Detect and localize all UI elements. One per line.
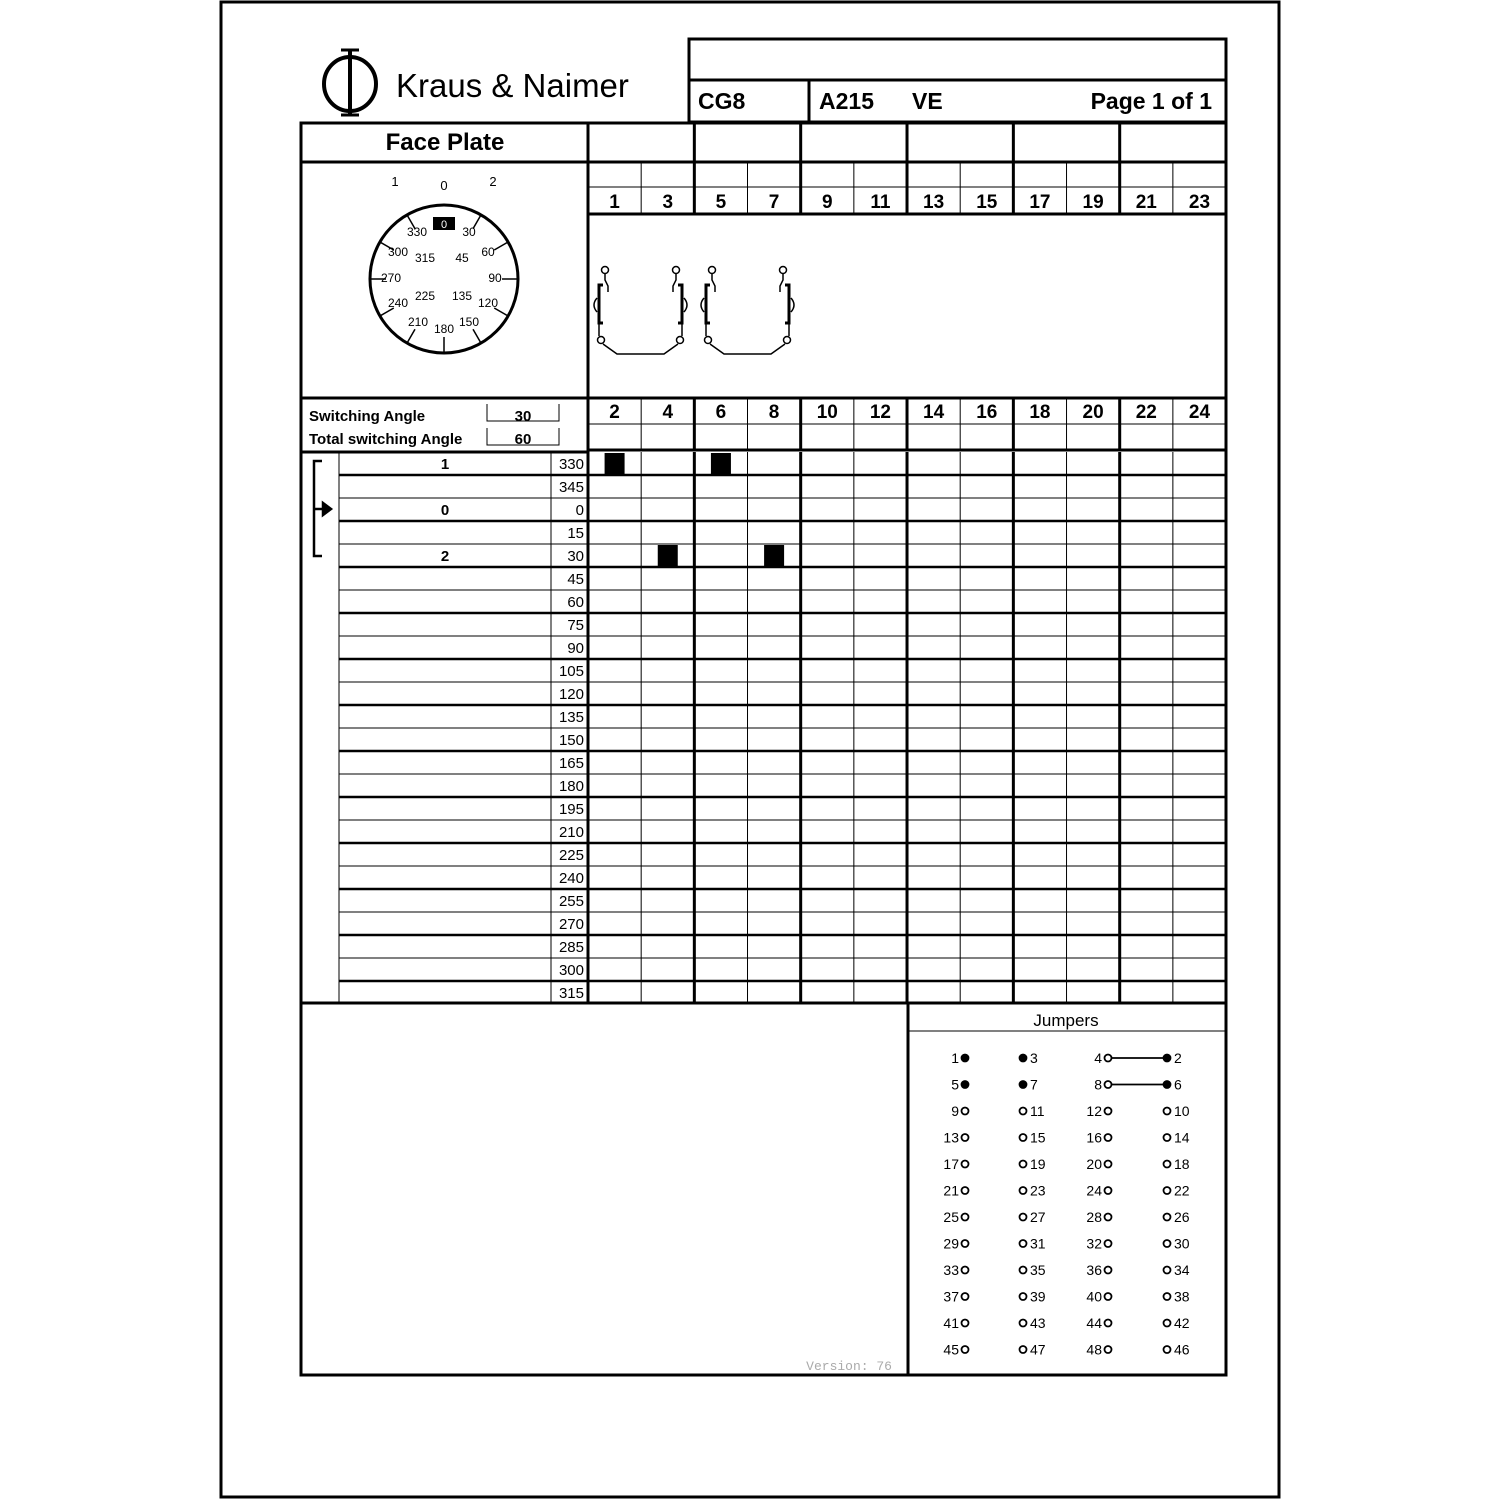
dial-angle-label-inner: 135 — [451, 289, 473, 303]
dial-tick — [407, 329, 415, 343]
jumper-terminal-label: 40 — [1086, 1288, 1102, 1305]
jumper-terminal-label: 46 — [1174, 1341, 1190, 1358]
jumper-terminal-label: 36 — [1086, 1262, 1102, 1278]
angle-label: 90 — [567, 640, 584, 657]
jumper-terminal-label: 9 — [951, 1103, 959, 1119]
terminal-top-label: 23 — [1188, 192, 1211, 213]
angle-label: 270 — [558, 916, 584, 933]
dial-angle-label: 270 — [380, 271, 402, 285]
position-label: 0 — [440, 502, 450, 519]
terminal-bottom-label: 10 — [816, 402, 838, 423]
angle-label: 0 — [575, 502, 584, 519]
jumper-terminal-label: 2 — [1174, 1050, 1182, 1066]
dial-position-label: 0 — [440, 178, 448, 193]
jumper-terminal-label: 6 — [1174, 1076, 1182, 1093]
dial-position-label: 1 — [391, 174, 399, 190]
jumper-terminal-label: 23 — [1030, 1182, 1046, 1199]
terminal-bottom-label: 2 — [609, 402, 620, 423]
angle-label: 225 — [558, 847, 584, 864]
jumpers-title: Jumpers — [1033, 1011, 1099, 1030]
terminal-bottom-label: 6 — [715, 402, 727, 423]
dial-angle-label: 90 — [488, 271, 502, 285]
jumper-row — [951, 1103, 1190, 1119]
jumper-row — [943, 1342, 1189, 1358]
program-code: A215 — [819, 88, 874, 114]
jumper-terminal-label: 26 — [1174, 1209, 1190, 1225]
jumper-terminal-label: 18 — [1174, 1156, 1190, 1172]
jumper-terminal-label: 11 — [1030, 1103, 1045, 1119]
terminal-top-label: 13 — [923, 192, 945, 213]
jumper-terminal-label: 22 — [1174, 1182, 1190, 1199]
jumpers-list — [943, 1050, 1189, 1358]
logo — [324, 50, 629, 115]
jumper-terminal-label: 4 — [1094, 1050, 1102, 1066]
terminal-bottom-label: 14 — [923, 402, 945, 423]
angle-label: 180 — [558, 778, 584, 795]
dial-tick — [494, 242, 508, 250]
terminal-top-label: 21 — [1135, 192, 1157, 213]
switching-angle-value: 30 — [514, 408, 532, 425]
dial-angle-label: 30 — [462, 225, 476, 239]
contact-schematic — [594, 267, 794, 355]
angle-label: 195 — [558, 801, 584, 818]
closed-contact-mark — [658, 545, 678, 566]
jumper-terminal-label: 35 — [1030, 1262, 1046, 1278]
jumper-terminal-label: 29 — [943, 1235, 959, 1252]
dial-angle-label: 180 — [433, 322, 455, 336]
jumper-terminal-label: 39 — [1030, 1288, 1046, 1305]
dial-angle-label-inner: 315 — [414, 251, 436, 265]
terminal-dot — [673, 267, 680, 274]
angle-label: 135 — [558, 709, 584, 726]
dial-zero-marker-label: 0 — [440, 219, 448, 231]
angle-label: 315 — [558, 985, 584, 1002]
jumper-terminal-label: 30 — [1174, 1235, 1190, 1252]
jumper-terminal-label: 5 — [951, 1076, 959, 1093]
angle-label: 30 — [567, 548, 584, 565]
jumper-terminal-label: 12 — [1086, 1103, 1102, 1119]
terminal-bottom-label: 22 — [1135, 402, 1157, 423]
dial-position-label: 2 — [489, 174, 497, 190]
terminal-dot — [784, 337, 791, 344]
angle-label: 300 — [558, 962, 584, 979]
terminal-top-label: 3 — [662, 192, 674, 213]
zero-position-arrow-icon — [323, 503, 331, 515]
angle-label: 15 — [567, 525, 584, 542]
jumper-terminal-label: 31 — [1030, 1235, 1046, 1252]
dial-angle-label: 240 — [387, 296, 409, 310]
page-indicator: Page 1 of 1 — [1090, 88, 1212, 114]
terminal-bottom-label: 16 — [976, 402, 998, 423]
terminal-top-label: 5 — [715, 192, 727, 213]
jumper-terminal-label: 34 — [1174, 1262, 1190, 1278]
jumper-terminal-label: 38 — [1174, 1288, 1190, 1305]
face-plate-dial — [370, 174, 518, 353]
terminal-grid — [588, 123, 1226, 450]
jumper-terminal-label: 1 — [951, 1050, 959, 1066]
switching-angle-label: Switching Angle — [309, 408, 426, 425]
terminal-dot — [709, 267, 716, 274]
jumper-terminal-label: 20 — [1086, 1156, 1102, 1172]
jumper-terminal-label: 27 — [1030, 1209, 1046, 1225]
jumper-terminal-label: 3 — [1030, 1050, 1038, 1066]
jumper-terminal-label: 48 — [1086, 1341, 1102, 1358]
jumper-terminal-label: 16 — [1086, 1129, 1102, 1146]
position-label: 2 — [440, 548, 450, 565]
jumper-row — [943, 1130, 1189, 1146]
dial-tick — [473, 329, 481, 343]
terminal-bottom-label: 24 — [1188, 402, 1211, 423]
jumper-terminal-label: 43 — [1030, 1315, 1046, 1331]
angle-label: 345 — [558, 479, 584, 496]
terminal-bottom-label: 4 — [662, 402, 674, 423]
contact-element — [594, 267, 687, 355]
dial-angle-label-inner: 45 — [455, 251, 469, 265]
terminal-dot — [598, 337, 605, 344]
jumper-terminal-label: 19 — [1030, 1156, 1046, 1172]
terminal-bottom-label: 18 — [1029, 402, 1051, 423]
dial-angle-label: 210 — [407, 315, 429, 329]
angle-label: 165 — [558, 755, 584, 772]
angle-label: 330 — [558, 456, 584, 473]
terminal-top-label: 19 — [1082, 192, 1104, 213]
face-plate-title: Face Plate — [385, 129, 505, 156]
angle-label: 75 — [567, 617, 584, 634]
terminal-bottom-label: 8 — [768, 402, 780, 423]
angle-label: 60 — [567, 594, 584, 611]
jumper-row — [951, 1077, 1182, 1093]
terminal-top-label: 17 — [1029, 192, 1051, 213]
contact-element — [701, 267, 794, 355]
terminal-dot — [705, 337, 712, 344]
total-angle-value: 60 — [514, 431, 532, 448]
jumper-terminal-label: 17 — [943, 1156, 959, 1172]
closed-contact-mark — [764, 545, 784, 566]
switching-program-table — [314, 452, 1226, 1003]
jumper-terminal-label: 33 — [943, 1262, 959, 1278]
terminal-dot — [780, 267, 787, 274]
jumper-terminal-label: 47 — [1030, 1341, 1046, 1358]
angle-label: 210 — [558, 824, 584, 841]
dial-angle-label: 300 — [387, 245, 409, 259]
total-angle-label: Total switching Angle — [309, 431, 463, 448]
jumper-terminal-label: 10 — [1174, 1103, 1190, 1119]
position-range-bracket — [314, 461, 331, 556]
angle-label: 240 — [558, 870, 584, 887]
terminal-top-label: 15 — [976, 192, 998, 213]
jumper-terminal-label: 15 — [1030, 1129, 1046, 1146]
jumper-terminal-label: 7 — [1030, 1076, 1038, 1093]
angle-label: 45 — [567, 571, 584, 588]
jumper-row — [943, 1236, 1189, 1252]
angle-label: 255 — [558, 893, 584, 910]
angle-label: 150 — [558, 732, 584, 749]
terminal-top-label: 9 — [821, 192, 833, 213]
closed-contact-mark — [711, 453, 731, 474]
angle-label: 105 — [558, 663, 584, 680]
jumper-terminal-label: 37 — [943, 1288, 959, 1305]
jumper-terminal-label: 13 — [943, 1129, 959, 1146]
brand-name: Kraus & Naimer — [396, 67, 629, 104]
jumper-row — [943, 1289, 1189, 1305]
terminal-top-label: 7 — [768, 192, 780, 213]
terminal-top-label: 11 — [870, 192, 891, 213]
jumper-terminal-label: 28 — [1086, 1209, 1102, 1225]
jumper-row — [943, 1262, 1189, 1278]
series-code: CG8 — [698, 88, 746, 114]
jumper-terminal-label: 41 — [943, 1315, 959, 1331]
terminal-dot — [677, 337, 684, 344]
terminal-bottom-label: 20 — [1082, 402, 1104, 423]
jumper-terminal-label: 21 — [943, 1182, 959, 1199]
jumper-terminal-label: 8 — [1094, 1076, 1102, 1093]
jumper-row — [951, 1050, 1182, 1066]
dial-angle-label: 150 — [458, 315, 480, 329]
variant-code: VE — [912, 88, 943, 114]
jumper-terminal-label: 14 — [1174, 1129, 1190, 1146]
position-label: 1 — [440, 456, 450, 473]
jumper-terminal-label: 42 — [1174, 1315, 1190, 1331]
jumper-row — [943, 1156, 1189, 1172]
terminal-dot — [602, 267, 609, 274]
jumper-row — [943, 1183, 1189, 1199]
terminal-bottom-label: 12 — [869, 402, 892, 423]
jumper-terminal-label: 32 — [1086, 1235, 1102, 1252]
jumper-row — [943, 1209, 1189, 1225]
angle-label: 285 — [558, 939, 584, 956]
jumper-terminal-label: 45 — [943, 1341, 959, 1358]
jumper-terminal-label: 44 — [1086, 1315, 1102, 1331]
jumper-terminal-label: 24 — [1086, 1182, 1102, 1199]
dial-angle-label-inner: 225 — [414, 289, 436, 303]
angle-label: 120 — [558, 686, 584, 703]
terminal-top-label: 1 — [609, 192, 620, 213]
jumper-terminal-label: 25 — [943, 1209, 959, 1225]
version-label: Version: 76 — [806, 1359, 892, 1374]
closed-contact-mark — [605, 453, 625, 474]
jumper-row — [943, 1315, 1189, 1331]
dial-angle-label: 60 — [481, 245, 495, 259]
dial-angle-label: 330 — [406, 225, 428, 239]
dial-angle-label: 120 — [477, 296, 499, 310]
